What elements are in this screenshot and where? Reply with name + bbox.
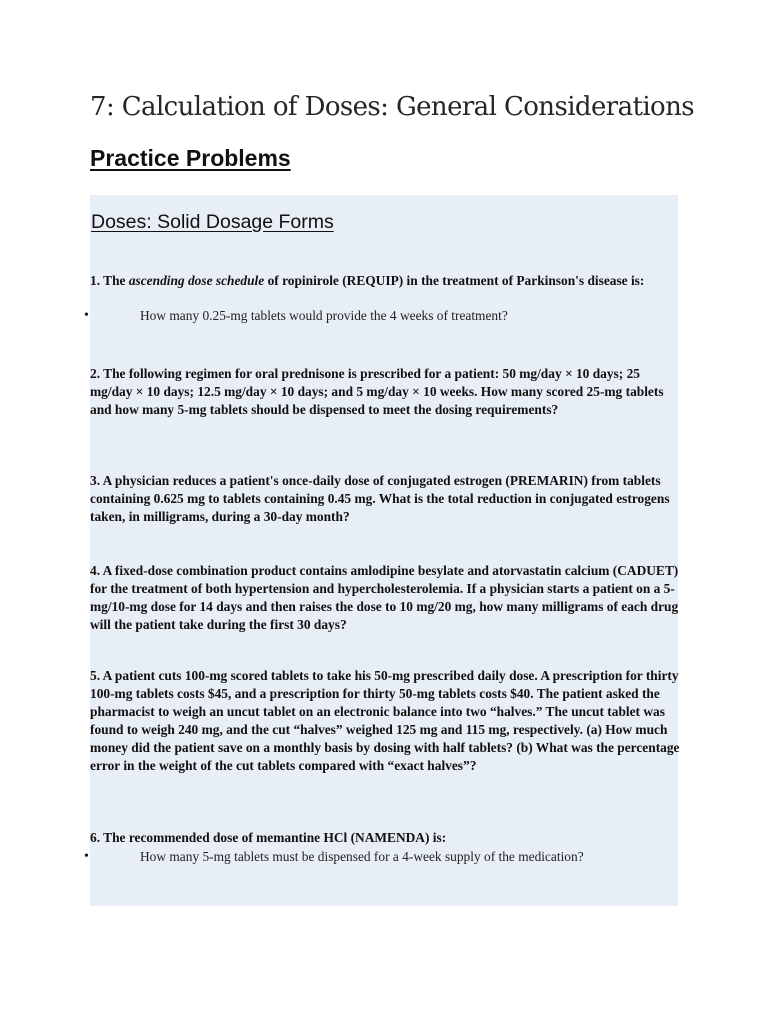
- problem-1: [90, 272, 680, 290]
- page-title: 7: Calculation of Doses: General Considerations: [90, 92, 694, 122]
- panel-heading: Doses: Solid Dosage Forms: [91, 211, 334, 233]
- bullet-marker: •: [84, 308, 89, 323]
- problem-3: 3. A physician reduces a patient's once-daily dose of conjugated estrogen (PREMARIN) from tablets containing 0.625 mg to tablets containing 0.45 mg. What is the total reduction in conjugated estrogens taken, in milligrams, during a 30-day month?: [90, 473, 670, 524]
- problem-6-bullet: How many 5-mg tablets must be dispensed for a 4-week supply of the medication?: [140, 849, 584, 864]
- problem-1-bullet: How many 0.25-mg tablets would provide the 4 weeks of treatment?: [140, 308, 508, 323]
- problem-1-prefix: 1. The: [90, 273, 129, 288]
- problem-4: 4. A fixed-dose combination product contains amlodipine besylate and atorvastatin calcium (CADUET) for the treatment of both hypertension and hypercholesterolemia. If a physician starts a patient on a 5-mg/10-mg dose for 14 days and then raises the dose to 10 mg/20 mg, how many milligrams of each drug will the patient take during the first 30 days?: [90, 563, 679, 632]
- problem-1-emphasis: ascending dose schedule: [128, 273, 265, 288]
- bullet-marker: •: [84, 849, 89, 864]
- problem-6: 6. The recommended dose of memantine HCl (NAMENDA) is:: [90, 830, 447, 845]
- section-title: Practice Problems: [90, 145, 291, 171]
- problem-5: 5. A patient cuts 100-mg scored tablets to take his 50-mg prescribed daily dose. A prescription for thirty 100-mg tablets costs $45, and a prescription for thirty 50-mg tablets costs $40. The patient asked the pharmacist to weigh an uncut tablet on an electronic balance into two “halves.” The uncut tablet was found to weigh 240 mg, and the cut “halves” weighed 125 mg and 115 mg, respectively. (a) How much money did the patient save on a monthly basis by dosing with half tablets? (b) What was the percentage error in the weight of the cut tablets compared with “exact halves”?: [90, 668, 680, 773]
- problems-panel: [84, 195, 680, 906]
- problem-2: 2. The following regimen for oral prednisone is prescribed for a patient: 50 mg/day × 10 days; 25 mg/day × 10 days; 12.5 mg/day × 10 days; and 5 mg/day × 10 weeks. How many scored 25-mg tablets and how many 5-mg tablets should be dispensed to meet the dosing requirements?: [90, 366, 664, 417]
- problem-1-text: of ropinirole (REQUIP) in the treatment of Parkinson's disease is:: [264, 273, 645, 288]
